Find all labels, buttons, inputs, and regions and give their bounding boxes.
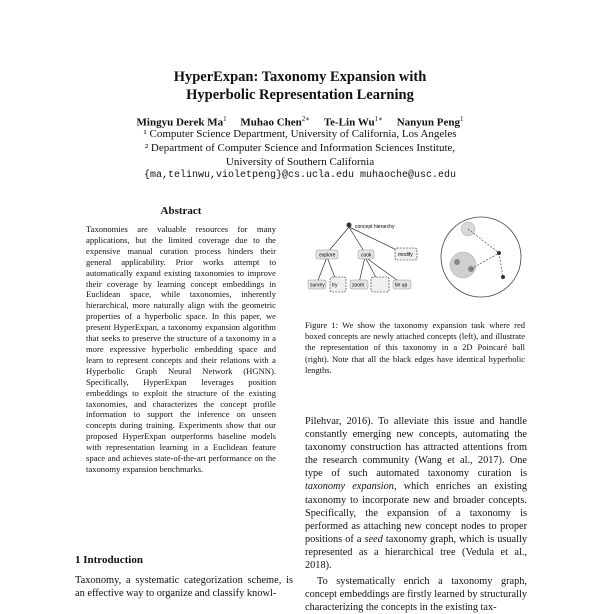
node-label: try xyxy=(332,282,338,289)
node-label: concept hierarchy xyxy=(355,224,395,230)
author-name: Nanyun Peng xyxy=(396,116,460,129)
embedding-cluster xyxy=(450,252,476,278)
new-concept-box xyxy=(371,277,389,292)
paragraph: Pilehvar, 2016). To alleviate this issue and handle constantly emerging new concepts, automating the taxonomy construction has attracted attentions from the research community (Wang et al., 2017). One type of such automated taxonomy curation is taxonomy expansion, which enriches an existing taxonomy to incorporate new and broader concepts. Specifically, the expansion of a taxonomy is performed as attaching new concept nodes to proper positions of a seed taxonomy graph, which is usually represented as a hierarchical tree (Vedula et al., 2018). xyxy=(305,416,527,572)
introduction-text: Taxonomy, a systematic categorization scheme, is an effective way to organize and classify knowl- xyxy=(75,575,293,599)
figure-1 xyxy=(303,205,525,315)
introduction-heading: 1 Introduction xyxy=(75,554,143,566)
tree-node xyxy=(347,223,352,228)
affiliation-1: ¹ Computer Science Department, University of California, Los Angeles xyxy=(143,128,457,140)
node-label: cook xyxy=(361,252,372,259)
author-list: Mingyu Derek Ma$^1$ Muhao Chen$^{2∗}$ Te-Lin $Wu^{1∗}$ Nanyun Peng$^1$ xyxy=(136,115,464,129)
node-label: survey xyxy=(310,282,325,289)
node-label: zoom xyxy=(352,282,365,289)
affiliation-2b: University of Southern California xyxy=(225,156,375,168)
abstract-text: Taxonomies are valuable resources for many applications, but the limited coverage due to the expensive manual curation process hinders their general applicability. Prior works attempt to automatically expand existing taxonomies to improve their coverage by learning concept embeddings in Euclidean space, while taxonomies, inherently hierarchical, more naturally align with the geometric properties of a hyperbolic space. In this paper, we present HyperExpan, a taxonomy expansion algorithm that seeks to preserve the structure of a taxonomy in a more expressive hyperbolic embedding space and learn to represent concepts and their relations with a Hyperbolic Graph Neural Network (HGNN). Specifically, HyperExpan leverages position embeddings to exploit the structure of the existing taxonomies, and characterizes the concept profile information to support the inference on unseen concepts during training. Experiments show that our proposed HyperExpan outperforms baseline models with representation learning in a Euclidean feature space and achieves state-of-the-art performance on the taxonomy expansion benchmarks. xyxy=(86,224,276,474)
abstract-heading: Abstract xyxy=(160,205,202,217)
affiliation-2a: ² Department of Computer Science and Information Sciences Institute, xyxy=(144,142,456,154)
author-name: Muhao Chen xyxy=(240,116,302,129)
paragraph: To systematically enrich a taxonomy graph, concept embeddings are firstly learned by structurally characterizing the concepts in the existing tax- xyxy=(305,576,527,614)
title-line-1: HyperExpan: Taxonomy Expansion with xyxy=(173,69,427,85)
node-label: tie up xyxy=(395,282,408,289)
title-line-2: Hyperbolic Representation Learning xyxy=(186,87,414,103)
embedding-point xyxy=(454,259,460,265)
right-column-text xyxy=(305,415,527,614)
figure-caption: Figure 1: We show the taxonomy expansion task where red boxed concepts are newly attached concepts (left), and illustrate the representation of this taxonomy in a 2D Poincaré ball (right). Note that all the black edges have identical hyperbolic lengths. xyxy=(305,320,525,375)
node-label: explore xyxy=(319,252,336,259)
author-emails: {ma,telinwu,violetpeng}@cs.ucla.edu muhaoche@usc.edu xyxy=(143,170,457,181)
node-label: modify xyxy=(398,252,413,258)
author-name: Te-Lin Wu xyxy=(323,116,375,129)
author-name: Mingyu Derek Ma xyxy=(136,116,224,129)
paper-title xyxy=(0,68,600,104)
